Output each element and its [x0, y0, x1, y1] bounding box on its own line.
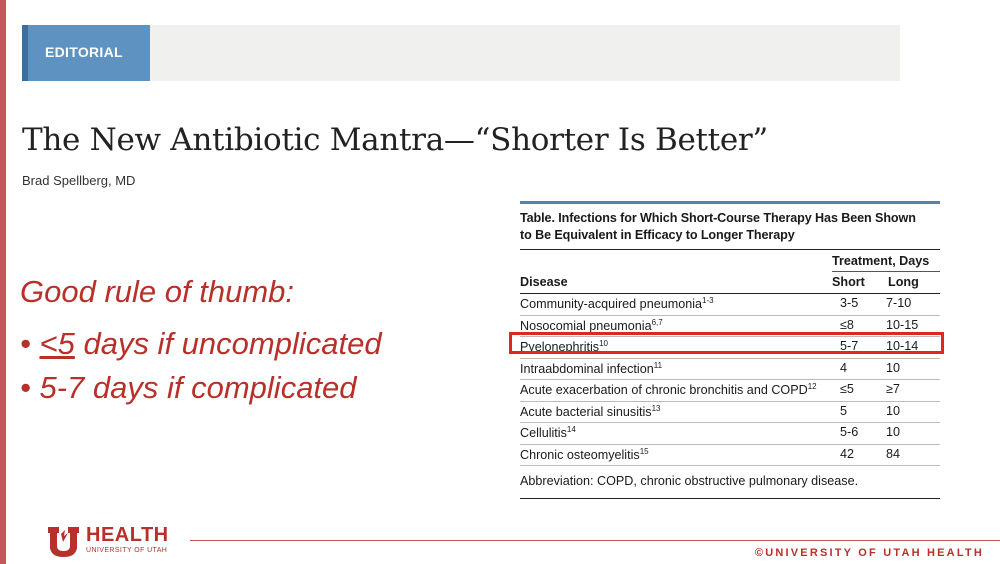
- row-short-days: 5: [840, 403, 848, 418]
- row-reference: 15: [639, 446, 649, 456]
- row-short-days: 3-5: [840, 296, 859, 310]
- col-disease: Disease: [520, 275, 568, 289]
- footer-rule: [190, 540, 1000, 541]
- row-long-days: 10: [886, 360, 901, 375]
- copyright-text: ©UNIVERSITY OF UTAH HEALTH: [754, 547, 984, 559]
- bullet-marker: •: [20, 326, 31, 361]
- table-row: [520, 402, 940, 424]
- row-long-days: 10: [886, 425, 901, 439]
- table-row: [520, 380, 940, 402]
- row-reference: 1-3: [702, 296, 714, 305]
- row-disease: [520, 361, 662, 376]
- row-disease: [520, 318, 663, 333]
- table-caption-line2: to Be Equivalent in Efficacy to Longer Therapy: [520, 228, 795, 242]
- row-long-days: 7-10: [886, 296, 912, 310]
- rule-of-thumb-heading: Good rule of thumb:: [20, 274, 294, 309]
- article-author: Brad Spellberg, MD: [22, 173, 136, 188]
- left-accent-rule: [0, 0, 6, 564]
- row-short-days: 42: [840, 446, 855, 461]
- editorial-tag: [22, 25, 150, 81]
- table-top-bar: [520, 201, 940, 204]
- row-disease: [520, 404, 661, 419]
- article-title: The New Antibiotic Mantra—“Shorter Is Better”: [22, 122, 768, 158]
- university-logo: [48, 524, 168, 558]
- col-long: Long: [888, 275, 919, 289]
- row-short-days: ≤5: [840, 382, 854, 396]
- bullet-complicated: [20, 370, 357, 406]
- table-row: [520, 294, 940, 316]
- row-disease: [520, 425, 576, 440]
- row-reference: 13: [651, 403, 661, 413]
- row-short-days: 4: [840, 360, 848, 375]
- col-short: Short: [832, 275, 865, 289]
- table-body: [520, 294, 940, 466]
- row-long-days: 84: [886, 446, 901, 461]
- university-of-utah-u-logo-icon: [48, 524, 82, 558]
- row-reference: 6,7: [651, 317, 663, 327]
- row-disease: [520, 382, 817, 397]
- row-short-days: ≤8: [840, 317, 854, 332]
- row-disease: [520, 447, 649, 462]
- bullet-complicated-text: 5-7 days if complicated: [39, 370, 357, 405]
- table-caption: [520, 210, 940, 244]
- row-disease-name: Community-acquired pneumonia: [520, 297, 703, 312]
- pyelonephritis-highlight-box: [509, 332, 944, 354]
- row-disease: [520, 296, 714, 311]
- logo-name: HEALTH: [86, 524, 169, 546]
- row-short-days: 5-7: [840, 339, 859, 353]
- row-long-days: 10: [886, 403, 901, 418]
- row-disease-name: Intraabdominal infection: [520, 361, 654, 376]
- bullet-marker: •: [20, 370, 31, 405]
- row-reference: 10: [599, 339, 609, 348]
- row-reference: 14: [566, 425, 576, 434]
- bullet-uncomplicated-text: days if uncomplicated: [74, 326, 382, 361]
- table-abbreviation: Abbreviation: COPD, chronic obstructive pulmonary disease.: [520, 474, 859, 488]
- table-row: [520, 445, 940, 467]
- row-disease-name: Cellulitis: [520, 426, 567, 441]
- row-long-days: 10-14: [886, 339, 919, 353]
- row-disease-name: Acute bacterial sinusitis: [520, 404, 652, 419]
- table-bottom-rule: [520, 498, 940, 499]
- editorial-label: EDITORIAL: [45, 44, 123, 60]
- editorial-banner: [22, 25, 900, 81]
- row-long-days: ≥7: [886, 382, 900, 396]
- bullet-uncomplicated: [20, 326, 382, 362]
- row-disease-name: Acute exacerbation of chronic bronchitis and COPD: [520, 383, 808, 398]
- table-row: [520, 423, 940, 445]
- table-column-header: [520, 272, 940, 294]
- row-disease-name: Nosocomial pneumonia: [520, 318, 652, 333]
- row-disease-name: Chronic osteomyelitis: [520, 447, 640, 462]
- table-group-header: [520, 250, 940, 272]
- table-caption-line1: Table. Infections for Which Short-Course Therapy Has Been Shown: [520, 211, 916, 225]
- row-short-days: 5-6: [840, 425, 859, 439]
- row-disease-name: Pyelonephritis: [520, 340, 600, 355]
- logo-subtitle: UNIVERSITY OF UTAH: [86, 547, 168, 554]
- row-reference: 12: [807, 382, 817, 391]
- bullet-uncomplicated-symbol: <5: [39, 326, 75, 361]
- row-long-days: 10-15: [886, 317, 919, 332]
- treatment-days-header: Treatment, Days: [832, 254, 930, 268]
- row-reference: 11: [653, 360, 663, 370]
- table-row: [520, 359, 940, 381]
